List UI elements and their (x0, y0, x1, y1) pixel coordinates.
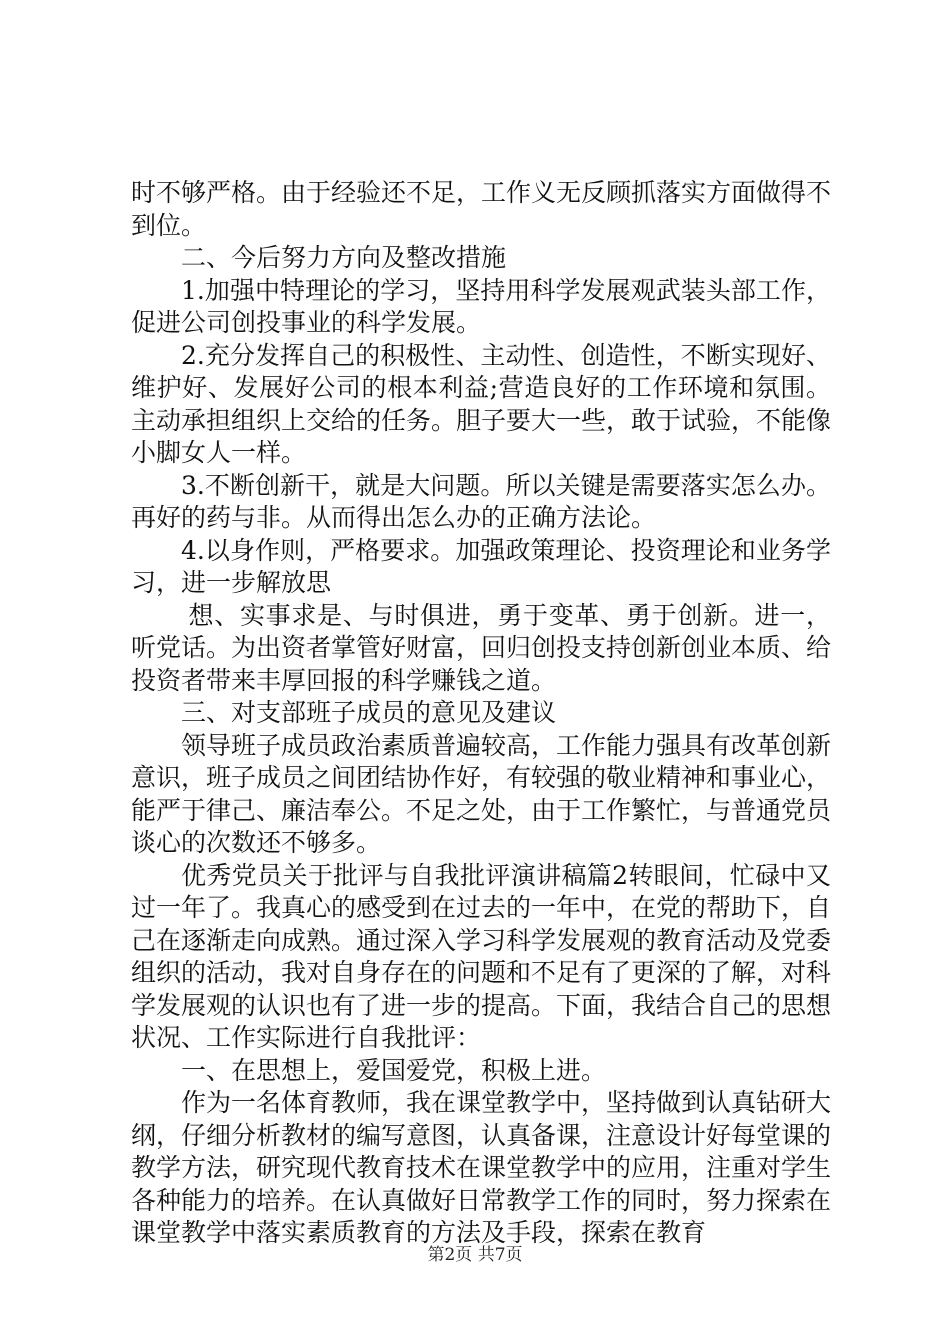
page-number-footer: 第2页 共7页 (427, 1245, 523, 1265)
section-heading-2: 二、今后努力方向及整改措施 (181, 243, 507, 272)
paragraph-teaching: 作为一名体育教师，我在课堂教学中，坚持做到认真钻研大纲，仔细分析教材的编写意图，认真备课，注意设计好每堂课的教学方法，研究现代教育技术在课堂教学中的应用，注重对学生各种能力的培养。在认真做好日常教学工作的同时，努力探索在课堂教学中落实素质教育的方法及手段，探索在教育 (131, 1088, 832, 1247)
measure-item-4: 4.以身作则，严格要求。加强政策理论、投资理论和业务学习，进一步解放思 (131, 535, 831, 597)
section-heading-3: 三、对支部班子成员的意见及建议 (181, 698, 557, 727)
paragraph-continuation: 时不够严格。由于经验还不足，工作义无反顾抓落实方面做得不到位。 (131, 178, 832, 240)
measure-item-1: 1.加强中特理论的学习，坚持用科学发展观武装头部工作，促进公司创投事业的科学发展。 (131, 275, 831, 337)
paragraph-leadership: 领导班子成员政治素质普遍较高，工作能力强具有改革创新意识，班子成员之间团结协作好，有较强的敬业精神和事业心，能严于律己、廉洁奉公。不足之处，由于工作繁忙，与普通党员谈心的次数还不够多。 (131, 730, 832, 857)
measure-item-3: 3.不断创新干，就是大问题。所以关键是需要落实怎么办。再好的药与非。从而得出怎么办的正确方法论。 (131, 470, 831, 532)
document-body (131, 177, 831, 1250)
measure-item-4-continued: 想、实事求是、与时俱进，勇于变革、勇于创新。进一，听党话。为出资者掌管好财富，回归创投支持创新创业本质、给投资者带来丰厚回报的科学赚钱之道。 (131, 600, 832, 695)
paragraph-article-2-intro: 优秀党员关于批评与自我批评演讲稿篇2转眼间，忙碌中又过一年了。我真心的感受到在过去的一年中，在党的帮助下，自己在逐渐走向成熟。通过深入学习科学发展观的教育活动及党委组织的活动，我对自身存在的问题和不足有了更深的了解，对科学发展观的认识也有了进一步的提高。下面，我结合自己的思想状况、工作实际进行自我批评： (131, 860, 832, 1052)
measure-item-2: 2.充分发挥自己的积极性、主动性、创造性，不断实现好、维护好、发展好公司的根本利益;营造良好的工作环境和氛围。主动承担组织上交给的任务。胆子要大一些，敢于试验，不能像小脚女人一样。 (131, 340, 832, 467)
section-heading-thought: 一、在思想上，爱国爱党，积极上进。 (181, 1055, 607, 1085)
